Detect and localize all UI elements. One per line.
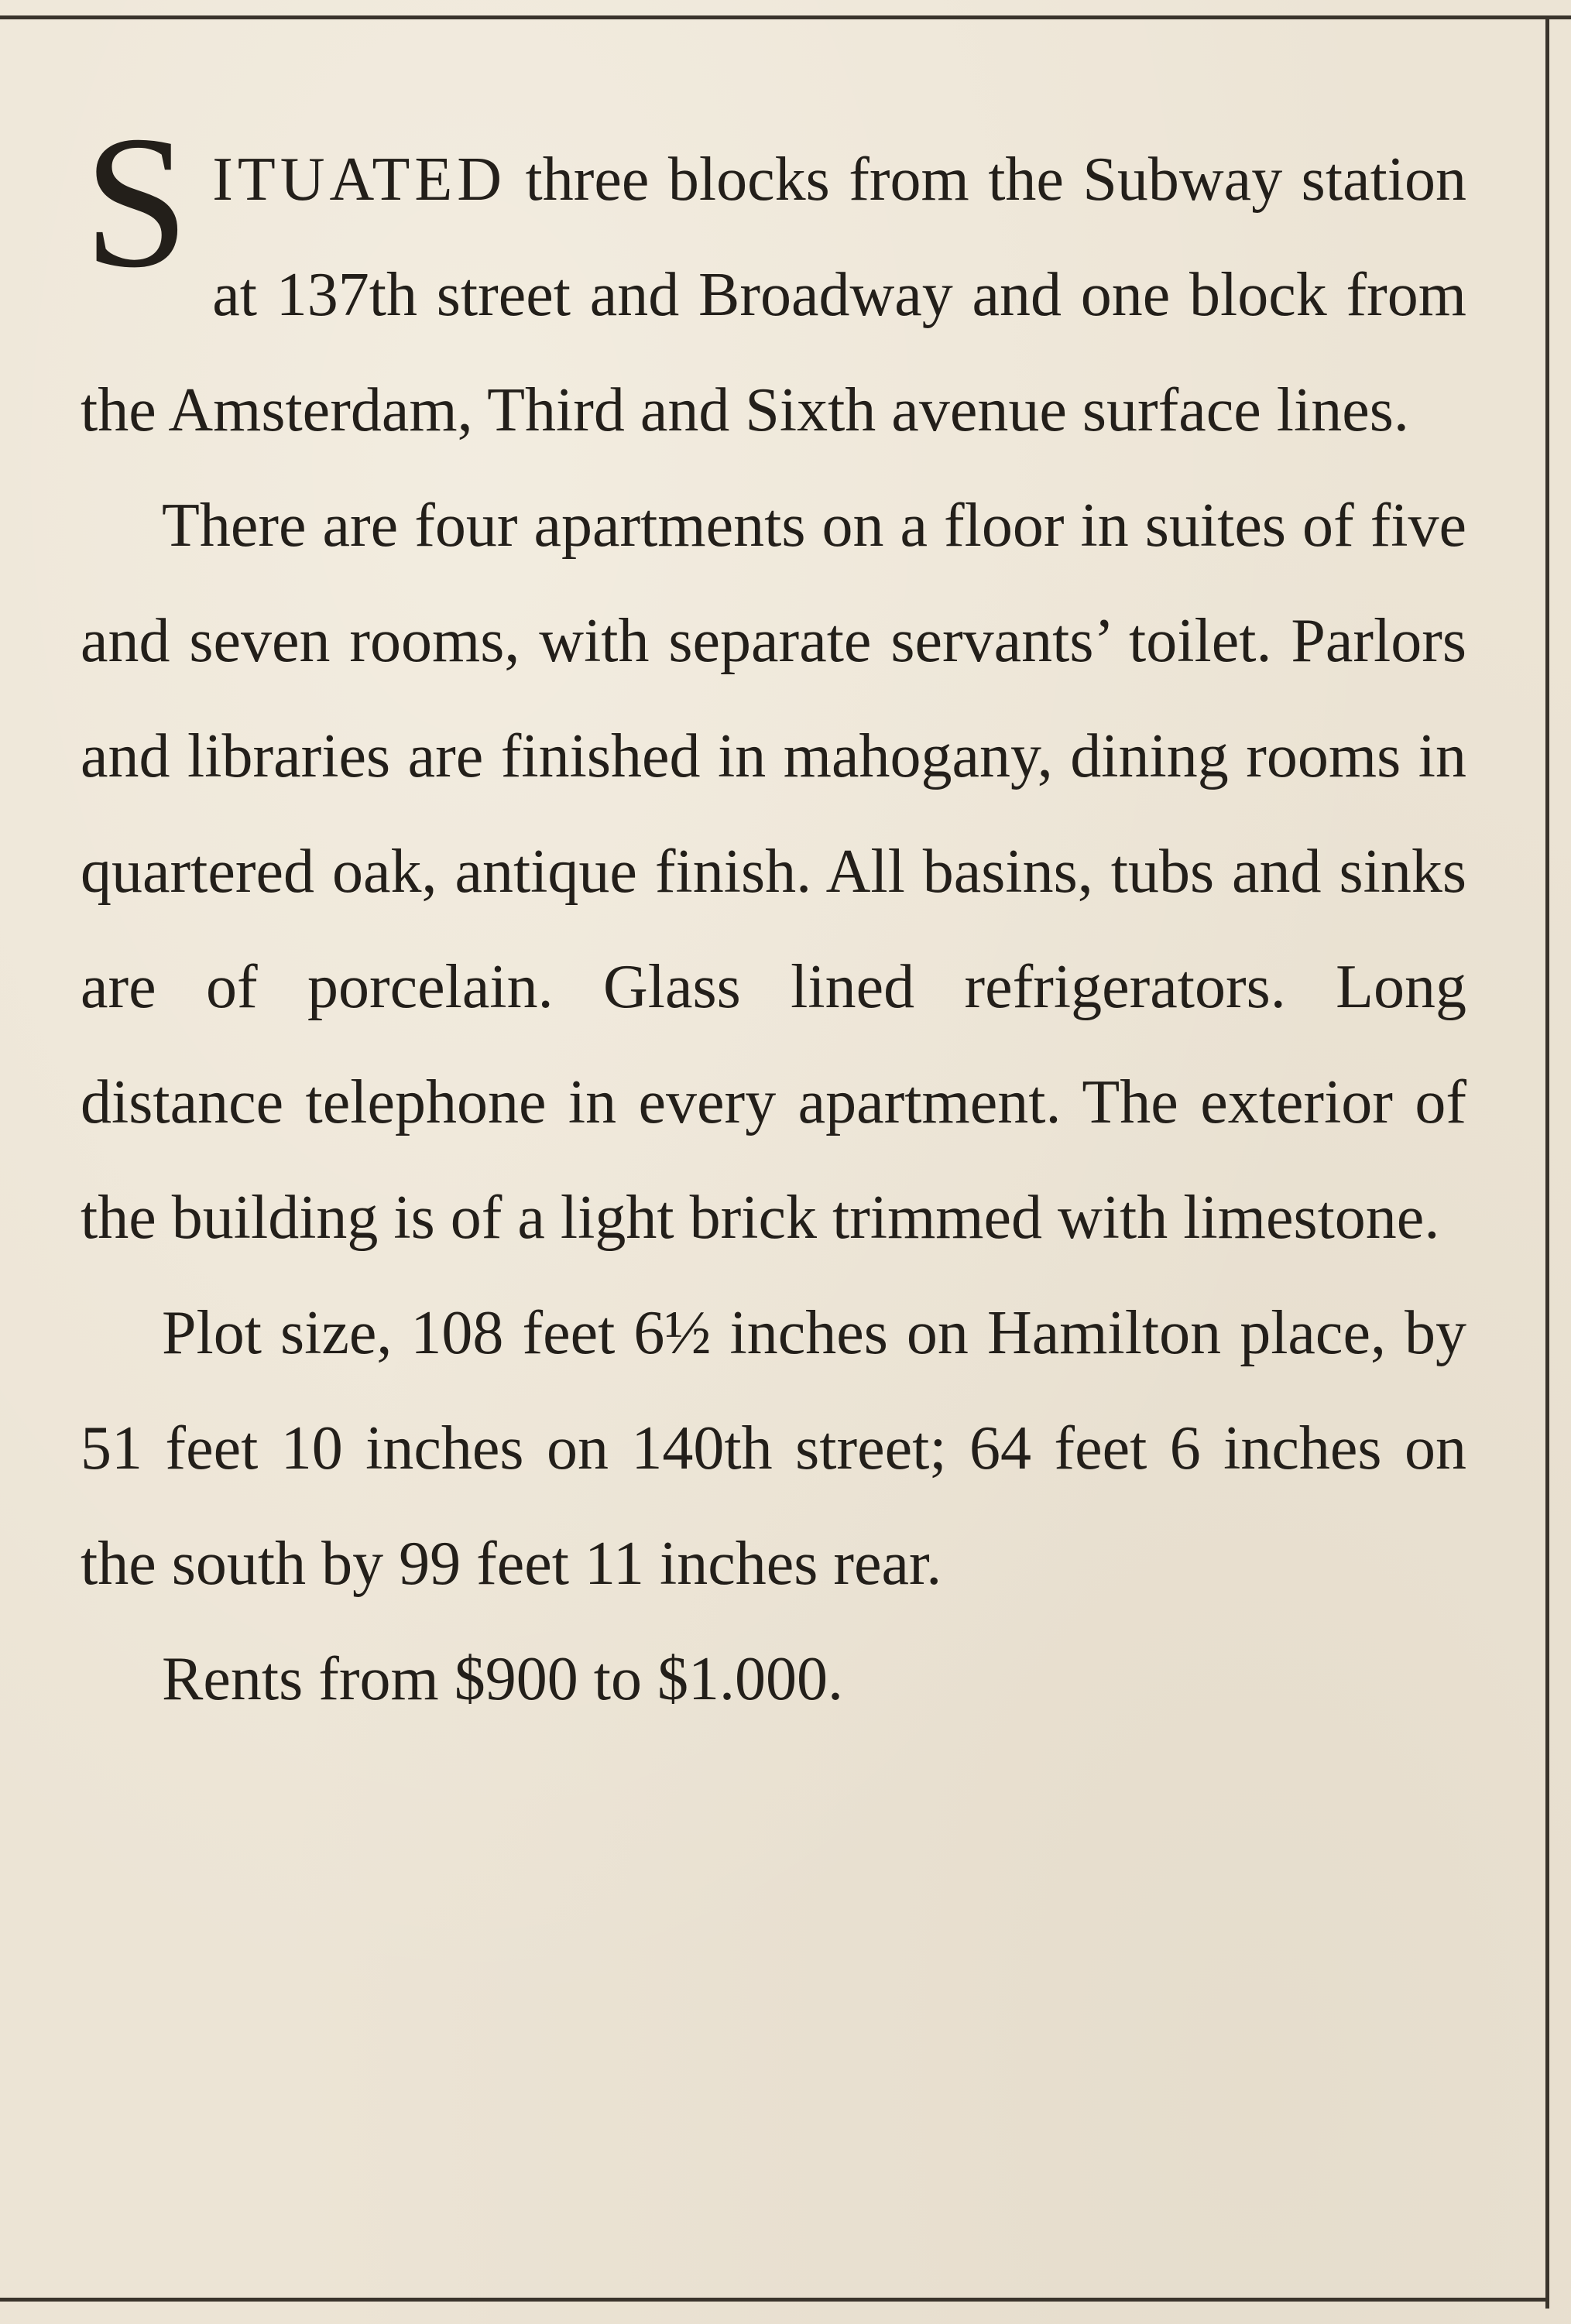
paragraph-plot-size: Plot size, 108 feet 6½ inches on Hamilton place, by 51 feet 10 inches on 140th street; 64 feet 6 inches on the south by 99 feet 11 inches rear.: [81, 1299, 1466, 1598]
drop-cap: S: [84, 97, 190, 307]
bottom-rule: [0, 2298, 1549, 2302]
paragraph-intro: [81, 97, 1467, 468]
top-rule: [0, 15, 1571, 19]
opening-caps: ITUATED: [212, 146, 506, 214]
paragraph-rents: Rents from $900 to $1.000.: [162, 1645, 843, 1713]
paragraph-amenities: There are four apartments on a floor in suites of five and seven rooms, with separate servants’ toilet. Parlors and libraries are finished in mahogany, dining rooms in quartered oak, antique finish. All basins, tubs and sinks are of porcelain. Glass lined refrigerators. Long distance telephone in every apartment. The exterior of the building is of a light brick trimmed with limestone.: [81, 492, 1466, 1252]
right-rule: [1545, 15, 1549, 2309]
paragraph-intro-text: three blocks from the Subway station at 137th street and Broadway and one block from the Amsterdam, Third and Sixth avenue surface lines.: [81, 146, 1467, 444]
body-text: [81, 97, 1467, 1737]
